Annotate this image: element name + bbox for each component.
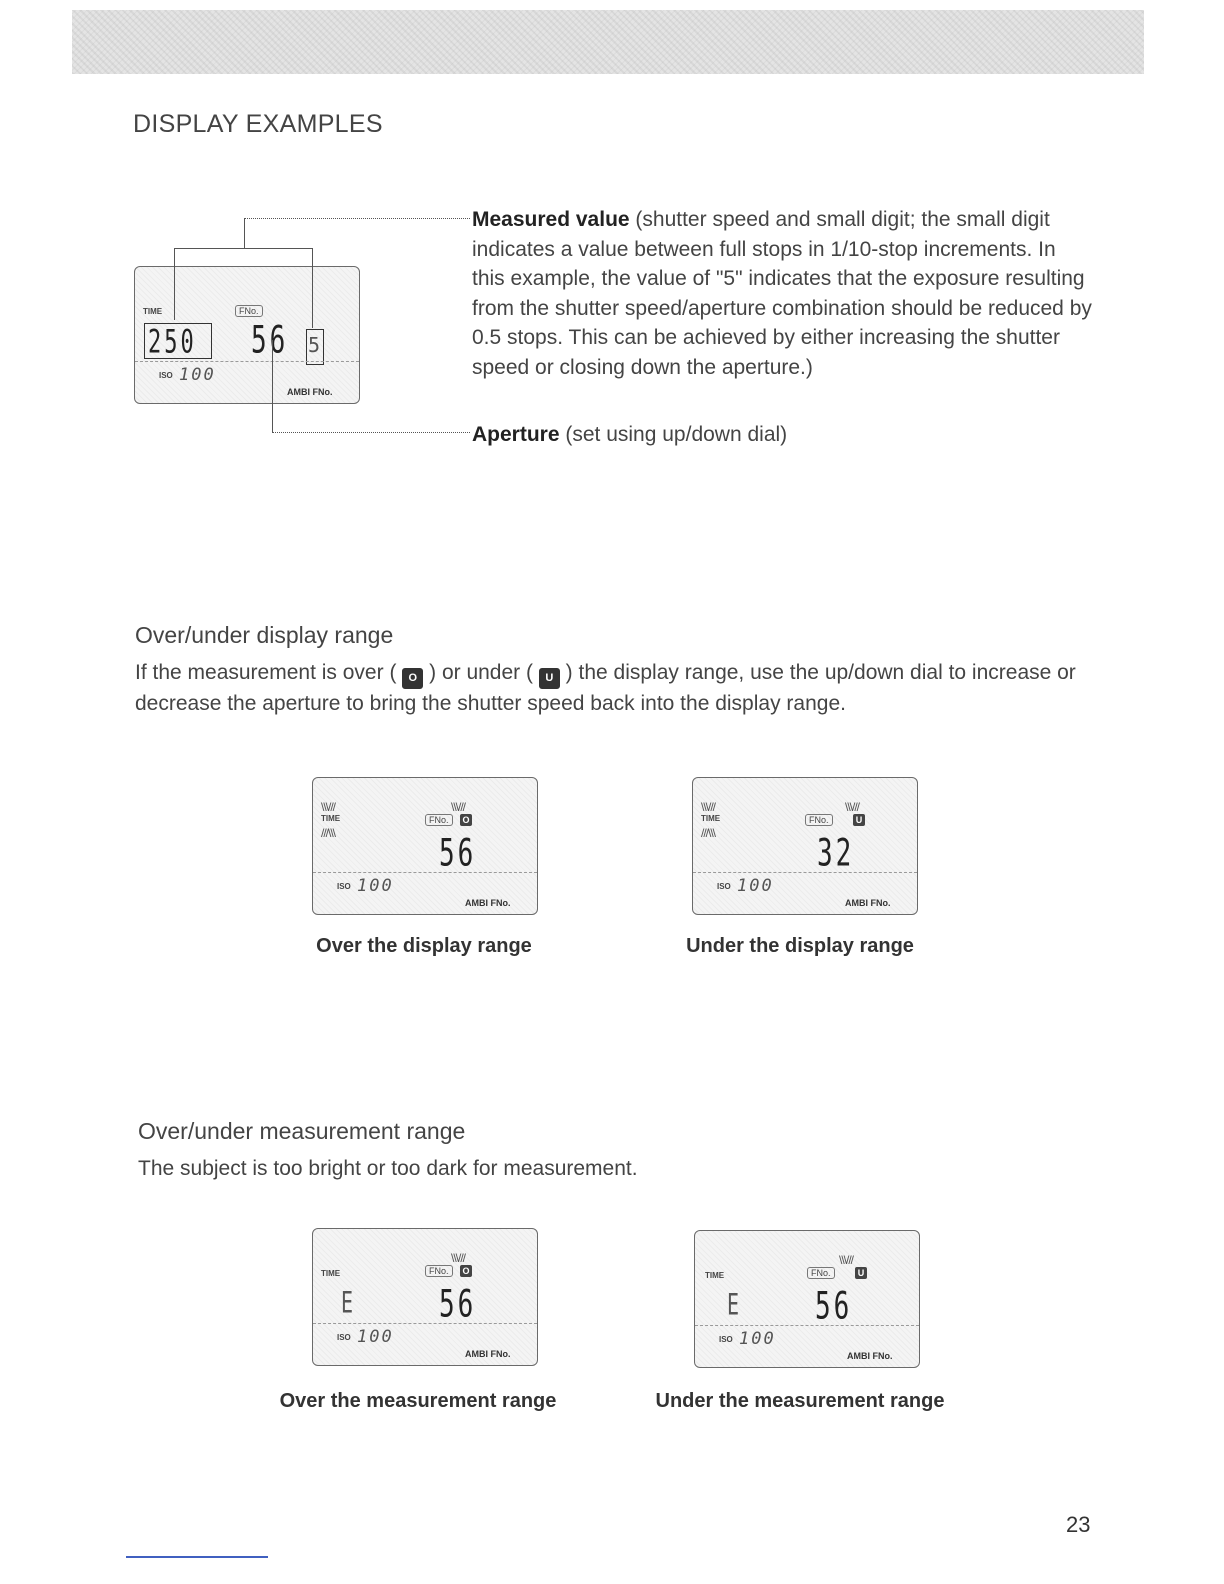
display-range-text <box>135 658 1095 719</box>
under-measurement-lcd <box>694 1230 920 1368</box>
display-range-text-b: ) or under ( <box>423 661 539 684</box>
over-indicator-icon: O <box>460 1265 472 1277</box>
under-measurement-caption: Under the measurement range <box>655 1390 945 1412</box>
callout-measured-bracket <box>174 248 312 249</box>
iso-label: ISO <box>337 1333 351 1342</box>
measured-label: Measured value <box>472 208 630 231</box>
lcd-divider <box>313 872 537 873</box>
over-display-lcd <box>312 777 538 915</box>
shutter-value: 250 <box>148 325 197 362</box>
display-range-heading: Over/under display range <box>135 622 394 648</box>
callout-measured-left-leg <box>174 248 175 320</box>
lcd-divider <box>693 872 917 873</box>
time-label: TIME <box>143 307 163 316</box>
aperture-value: 56 <box>439 1283 477 1327</box>
over-measurement-lcd <box>312 1228 538 1366</box>
fno-label: FNo. <box>235 305 263 317</box>
aperture-text: (set using up/down dial) <box>559 423 788 446</box>
lcd-divider <box>135 361 359 362</box>
ambi-label: AMBI FNo. <box>465 898 511 908</box>
over-measurement-caption: Over the measurement range <box>279 1390 557 1412</box>
aperture-value: 56 <box>251 319 289 363</box>
aperture-value: 32 <box>817 832 855 876</box>
time-label: TIME <box>321 1269 341 1278</box>
left-rays-icon: \\\/// <box>321 800 336 814</box>
ambi-label: AMBI FNo. <box>465 1349 511 1359</box>
under-display-caption: Under the display range <box>686 935 914 957</box>
header-band <box>72 10 1144 74</box>
lcd-divider <box>695 1325 919 1326</box>
section-title: DISPLAY EXAMPLES <box>133 110 383 138</box>
aperture-value: 56 <box>439 832 477 876</box>
measurement-range-text: The subject is too bright or too dark for measurement. <box>138 1157 638 1180</box>
left-rays-icon: \\\/// <box>701 800 716 814</box>
iso-label: ISO <box>717 882 731 891</box>
lcd-divider <box>313 1323 537 1324</box>
time-label: TIME <box>321 814 341 823</box>
callout-measured-top <box>244 218 470 219</box>
display-range-text-c: ) the display range, use the up/down dial to increase or decrease the aperture to bring the shutter speed back into the display range. <box>135 661 1076 715</box>
over-display-caption: Over the display range <box>316 935 532 957</box>
under-display-lcd <box>692 777 918 915</box>
page-number: 23 <box>1066 1512 1091 1537</box>
left-rays-bottom-icon: ///\\\ <box>321 826 336 840</box>
callout-aperture-stem <box>272 340 273 432</box>
iso-value: 100 <box>737 876 774 896</box>
fno-rays-icon: \\\/// <box>839 1253 854 1267</box>
iso-value: 100 <box>357 1327 394 1347</box>
iso-value: 100 <box>357 876 394 896</box>
callout-measured-stem <box>244 218 245 248</box>
fno-label: FNo. <box>425 1265 453 1277</box>
display-range-text-a: If the measurement is over ( <box>135 661 403 684</box>
iso-value: 100 <box>739 1329 776 1349</box>
time-label: TIME <box>701 814 721 823</box>
example-lcd <box>134 266 360 404</box>
ambi-label: AMBI FNo. <box>847 1351 893 1361</box>
measured-text: (shutter speed and small digit; the small digit indicates a value between full stops in 1/10-stop increments. In this example, the value of "5" indicates that the exposure resulting from the shutter speed/aperture combination should be reduced by 0.5 stops. This can be achieved by either increasing the shutter speed or closing down the aperture.) <box>472 208 1092 379</box>
error-indicator: E <box>727 1287 743 1322</box>
time-label: TIME <box>705 1271 725 1280</box>
fno-rays-icon: \\\/// <box>451 1251 466 1265</box>
callout-measured-right-leg <box>312 248 313 328</box>
over-range-icon: O <box>402 668 423 689</box>
ambi-label: AMBI FNo. <box>845 898 891 908</box>
under-range-icon: U <box>539 668 560 689</box>
iso-value: 100 <box>179 365 216 385</box>
iso-label: ISO <box>159 371 173 380</box>
measured-description <box>472 205 1092 382</box>
measurement-range-heading: Over/under measurement range <box>138 1118 466 1144</box>
fno-rays-icon: \\\/// <box>845 800 860 814</box>
under-indicator-icon: U <box>855 1267 867 1279</box>
callout-aperture-line <box>272 432 470 433</box>
aperture-value: 56 <box>815 1285 853 1329</box>
under-indicator-icon: U <box>853 814 865 826</box>
left-rays-bottom-icon: ///\\\ <box>701 826 716 840</box>
footer-rule <box>126 1556 268 1558</box>
fno-label: FNo. <box>425 814 453 826</box>
small-digit: 5 <box>308 333 321 357</box>
aperture-description <box>472 420 1092 450</box>
aperture-label: Aperture <box>472 423 560 446</box>
fno-label: FNo. <box>805 814 833 826</box>
over-indicator-icon: O <box>460 814 472 826</box>
iso-label: ISO <box>719 1335 733 1344</box>
ambi-label: AMBI FNo. <box>287 387 333 397</box>
iso-label: ISO <box>337 882 351 891</box>
fno-label: FNo. <box>807 1267 835 1279</box>
error-indicator: E <box>341 1285 357 1320</box>
fno-rays-icon: \\\/// <box>451 800 466 814</box>
